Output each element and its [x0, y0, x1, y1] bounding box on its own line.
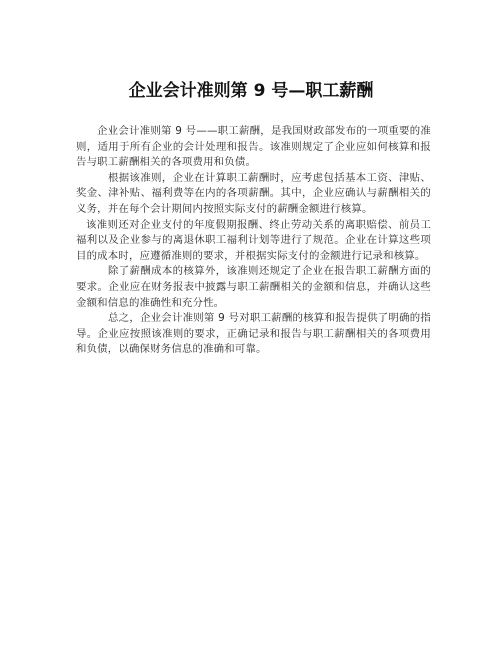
paragraph-conclusion: 总之，企业会计准则第 9 号对职工薪酬的核算和报告提供了明确的指导。企业应按照该准则的要求，正确记录和报告与职工薪酬相关的各项费用和负债，以确保财务信息的准确和可靠。 — [76, 312, 431, 356]
paragraph-calculation: 根据该准则，企业在计算职工薪酬时，应考虑包括基本工资、津贴、奖金、津补贴、福利费等在内的各项薪酬。其中，企业应确认与薪酬相关的义务，并在每个会计期间内按照实际支付的薪酬金额进行核算。 — [76, 171, 431, 215]
paragraph-intro: 企业会计准则第 9 号——职工薪酬，是我国财政部发布的一项重要的准则，适用于所有企业的会计处理和报告。该准则规定了企业应如何核算和报告与职工薪酬相关的各项费用和负债。 — [76, 125, 431, 169]
paragraph-scope: 该准则还对企业支付的年度假期报酬、终止劳动关系的离职赔偿、前员工福利以及企业参与的离退休职工福利计划等进行了规范。企业在计算这些项目的成本时，应遵循准则的要求，并根据实际支付的金额进行记录和核算。 — [76, 218, 431, 262]
document-body — [76, 124, 431, 358]
paragraph-reporting: 除了薪酬成本的核算外，该准则还规定了企业在报告职工薪酬方面的要求。企业应在财务报表中披露与职工薪酬相关的金额和信息，并确认这些金额和信息的准确性和充分性。 — [76, 265, 431, 309]
document-title: 企业会计准则第 9 号—职工薪酬 — [128, 81, 374, 101]
